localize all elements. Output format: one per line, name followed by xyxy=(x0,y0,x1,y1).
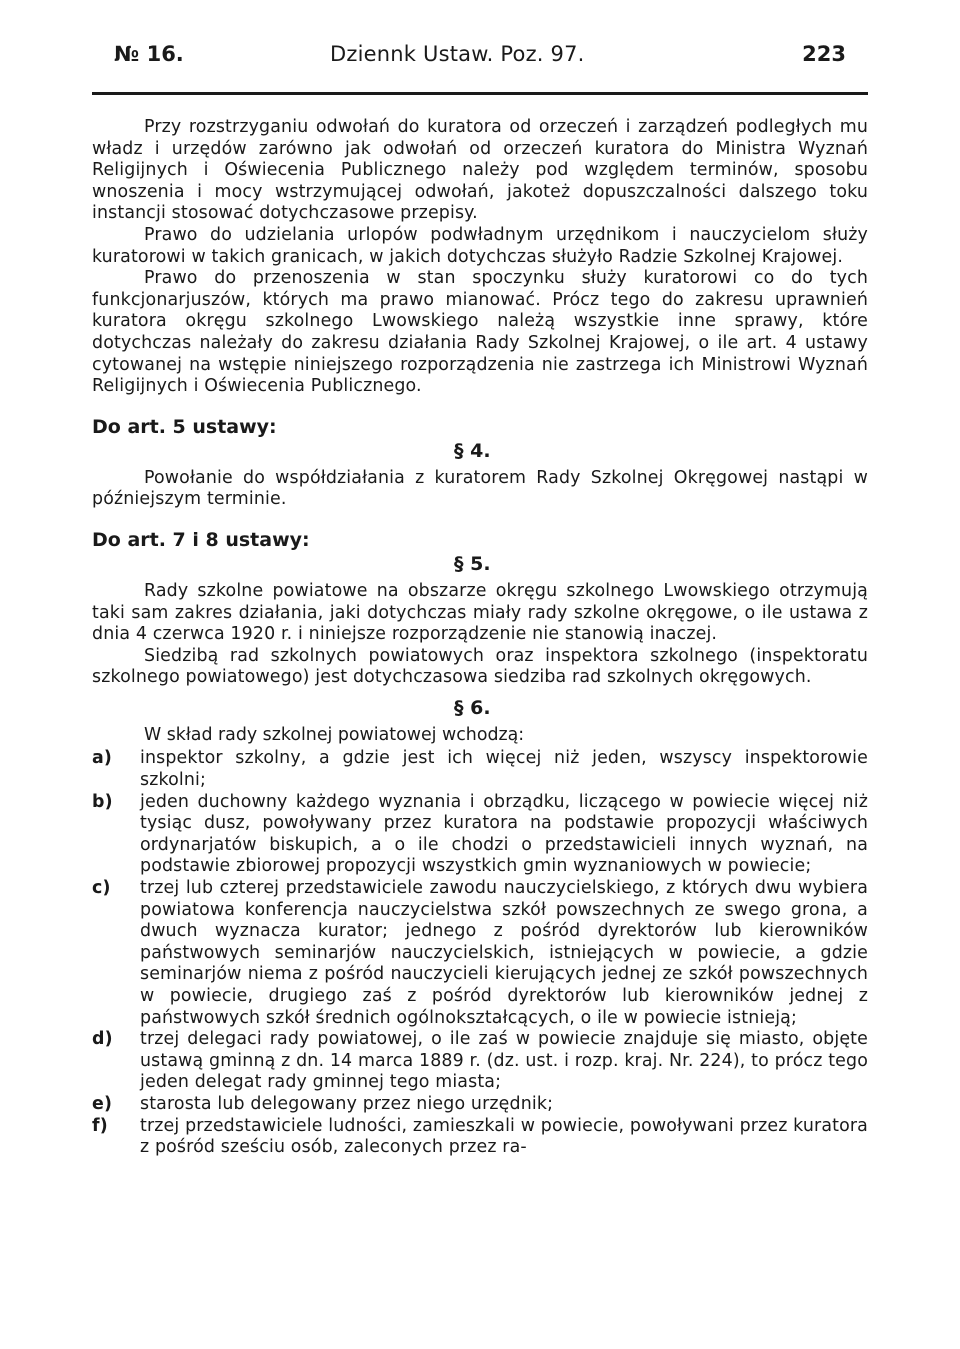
item-text: jeden duchowny każdego wyznania i obrządku, liczącego w powiecie więcej niż tysiąc dusz, powoływany przez kuratora na podstawie propozycji właściwych ordynarjatów biskupich, a o ile chodzi o przedstawicieli innych wyznań, na podstawie zbiorowej propozycji wszystkich gmin wyznaniowych w powiecie; xyxy=(140,791,868,877)
item-text: inspektor szkolny, a gdzie jest ich więcej niż jeden, wszyscy inspektorowie szkolni; xyxy=(140,748,868,791)
item-letter: c) xyxy=(92,878,111,899)
paragraph: Powołanie do współdziałania z kuratorem Rady Szkolnej Okręgowej nastąpi w późniejszym terminie. xyxy=(92,467,868,510)
item-letter: b) xyxy=(92,791,113,812)
item-text: starosta lub delegowany przez niego urzędnik; xyxy=(140,1093,554,1114)
article-heading: Do art. 7 i 8 ustawy: xyxy=(92,528,310,551)
list-intro: W skład rady szkolnej powiatowej wchodzą: xyxy=(144,724,525,745)
article-heading: Do art. 5 ustawy: xyxy=(92,415,277,438)
section-number: § 6. xyxy=(454,696,491,719)
paragraph: Przy rozstrzyganiu odwołań do kuratora od orzeczeń i zarządzeń podległych mu władz i urzędów zarówno jak odwołań od orzeczeń kuratora do Ministra Wyznań Religijnych i Oświecenia Publicznego należy pod względem terminów, sposobu wnoszenia i mocy wstrzymującej odwołań, jakoteż dopuszczalności dalszego toku instancji stosować dotychczasowe przepisy. xyxy=(92,117,868,224)
list-item xyxy=(92,1094,868,1116)
item-letter: e) xyxy=(92,1093,113,1114)
item-letter: d) xyxy=(92,1029,113,1050)
paragraph: Siedzibą rad szkolnych powiatowych oraz inspektora szkolnego (inspektoratu szkolnego powiatowego) jest dotychczasowa siedziba rad szkolnych okręgowych. xyxy=(92,645,868,688)
page-header xyxy=(92,38,868,78)
list-item xyxy=(92,748,868,791)
issue-number: № 16. xyxy=(114,42,184,66)
journal-title: Dziennk Ustaw. Poz. 97. xyxy=(330,42,585,66)
list-item xyxy=(92,792,868,878)
paragraph: Prawo do przenoszenia w stan spoczynku służy kuratorowi co do tych funkcjonarjuszów, których ma prawo mianować. Prócz tego do zakresu uprawnień kuratora okręgu szkolnego Lwowskiego należą wszystkie inne sprawy, które dotychczas należały do zakresu działania Rady Szkolnej Krajowej, o ile art. 4 ustawy cytowanej na wstępie niniejszego rozporządzenia nie zastrzega ich Ministrowi Wyznań Religijnych i Oświecenia Publicznego. xyxy=(92,268,868,397)
paragraph: Prawo do udzielania urlopów podwładnym urzędnikom i nauczycielom służy kuratorowi w takich granicach, w jakich dotychczas służyło Radzie Szkolnej Krajowej. xyxy=(92,224,868,267)
section-number: § 5. xyxy=(454,552,491,575)
paragraph: Rady szkolne powiatowe na obszarze okręgu szkolnego Lwowskiego otrzymują taki sam zakres działania, jaki dotychczas miały rady szkolne okręgowe, o ile ustawa z dnia 4 czerwca 1920 r. i niniejsze rozporządzenie nie stanowią inaczej. xyxy=(92,580,868,645)
item-text: trzej lub czterej przedstawiciele zawodu nauczycielskiego, z których dwu wybiera powiatowa konferencja nauczycielstwa szkół powszechnych ze swego grona, a dwuch wyznacza kurator; jednego z pośród dyrektorów lub kierowników państwowych seminarjów nauczycielskich, istniejących w powiecie, a gdzie seminarjów niema z pośród nauczycieli kierujących jednej ze szkół powszechnych w powiecie, drugiego zaś z pośród dyrektorów lub kierowników jednej z państwowych szkół średnich ogólnokształcących, o ile w powiecie istnieją; xyxy=(140,878,868,1028)
item-text: trzej przedstawiciele ludności, zamieszkali w powiecie, powoływani przez kuratora z pośród sześciu osób, zaleconych przez ra- xyxy=(140,1115,868,1158)
item-letter: a) xyxy=(92,748,112,769)
list-item xyxy=(92,1116,868,1159)
list-item xyxy=(92,878,868,1029)
item-text: trzej delegaci rady powiatowej, o ile zaś w powiecie znajduje się miasto, objęte ustawą gminną z dn. 14 marca 1889 r. (dz. ust. i rozp. kraj. Nr. 224), to prócz tego jeden delegat rady gminnej tego miasta; xyxy=(140,1029,868,1093)
item-letter: f) xyxy=(92,1115,108,1136)
header-rule xyxy=(92,92,868,95)
section-number: § 4. xyxy=(454,439,491,462)
page-number: 223 xyxy=(802,42,846,66)
list-item xyxy=(92,1029,868,1094)
